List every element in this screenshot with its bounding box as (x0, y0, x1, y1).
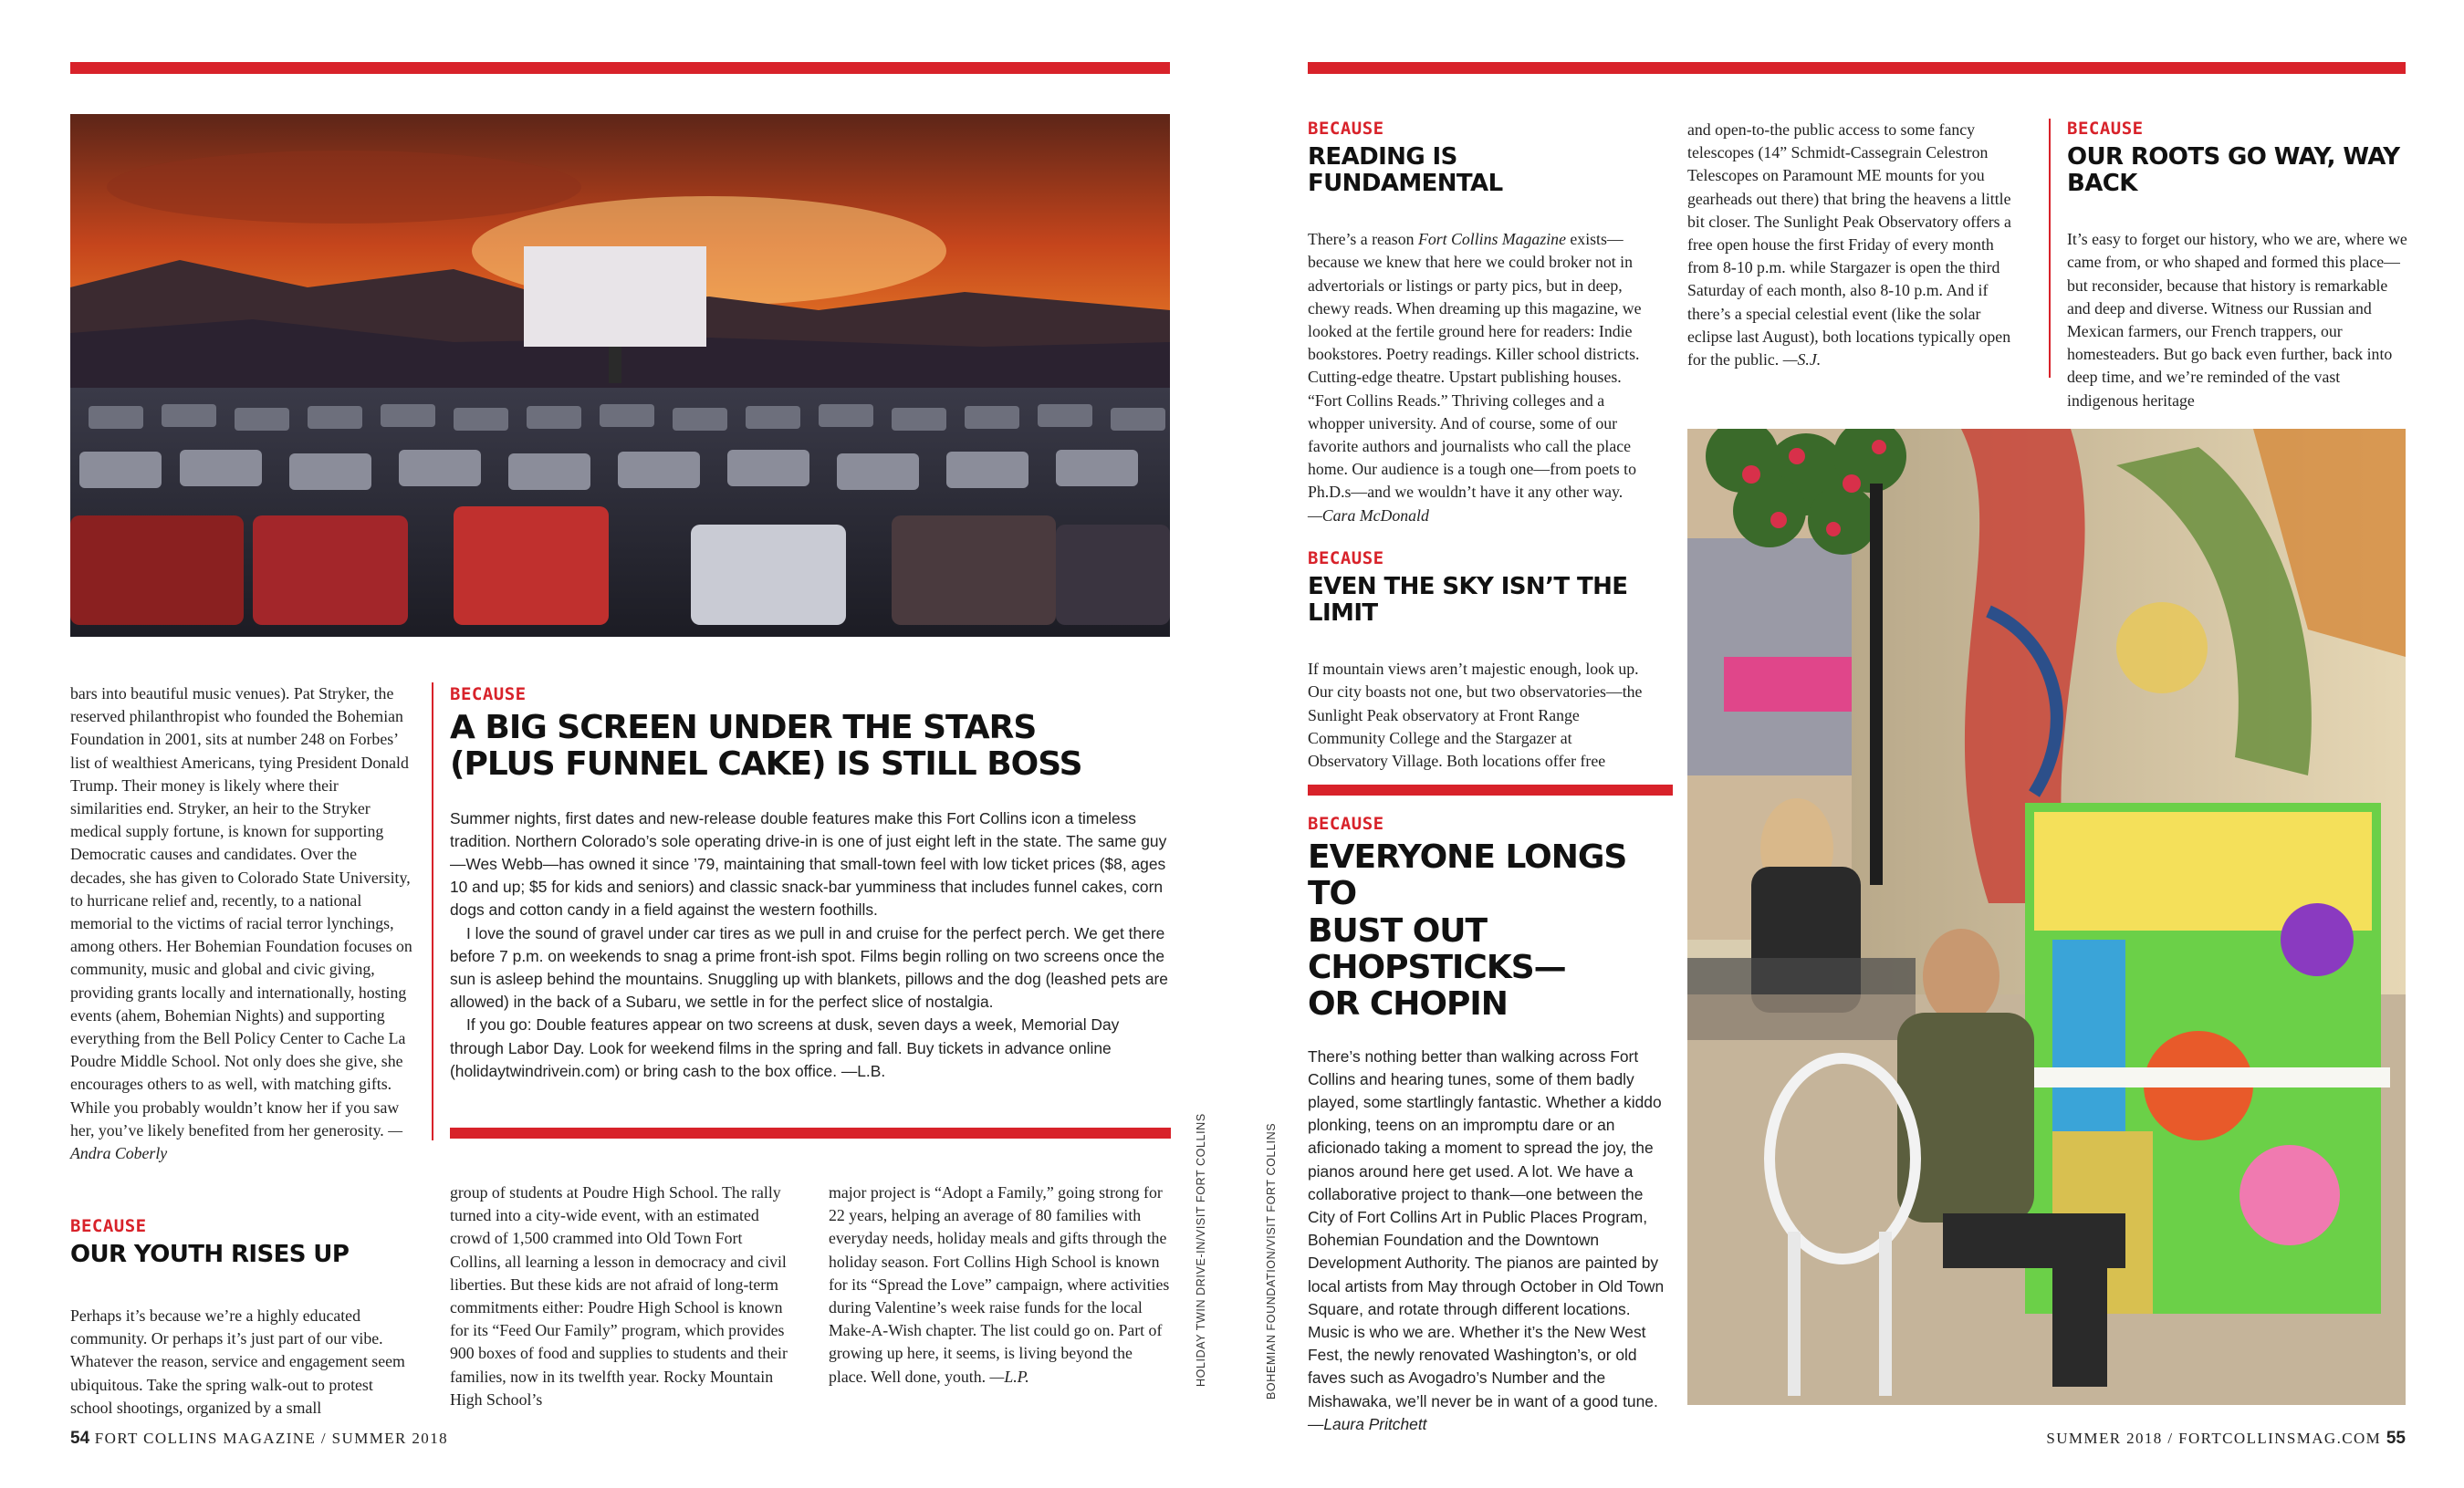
top-rule-left (70, 62, 1170, 74)
folio-left-text: FORT COLLINS MAGAZINE / SUMMER 2018 (94, 1430, 449, 1447)
drivein-body (450, 807, 1171, 1083)
stryker-continued-text (70, 682, 412, 1165)
reading-kicker: BECAUSE (1308, 119, 1384, 139)
sky-signoff: —S.J. (1782, 350, 1822, 369)
chopin-kicker: BECAUSE (1308, 814, 1384, 834)
chopin-body (1308, 1046, 1673, 1436)
reading-text-italic: Fort Collins Magazine (1417, 230, 1566, 249)
roots-kicker: BECAUSE (2067, 119, 2144, 139)
column-rule-left (432, 682, 433, 1140)
roots-article (2067, 119, 2414, 412)
roots-body: It’s easy to forget our history, who we are, where we came from, or who shaped and formed this place—but reconsider, because that history is remarkable and deep and diverse. Witness our Russian and Mexican farmers, our French trappers, our homesteaders. But go back even further, back into deep time, and we’re reminded of the vast indigenous heritage (2067, 230, 2407, 410)
reading-text-pre: There’s a reason (1308, 230, 1418, 249)
chopin-headline-line1: EVERYONE LONGS TO (1308, 838, 1627, 913)
youth-col-3 (829, 1181, 1171, 1389)
reading-body (1308, 228, 1645, 527)
chopin-text: There’s nothing better than walking across Fort Collins and hearing tunes, some of them badly played, some startlingly fantastic. Whether a kiddo plonking, teens on an impromptu dare or an aficionado taking a moment to spread the joy, the pianos around here get used. A lot. We have a collaborative project to thank—one between the City of Fort Collins Art in Public Places Program, Bohemian Foundation and the Downtown Development Authority. The pianos are painted by local artists from May through October in Old Town Square, and rotate through different locations. Music is who we are. Whether it’s the New West Fest, the newly renovated Washington’s, or old faves such as Avogadro’s Number and the Mishawaka, we’ll never be in want of a good tune. (1308, 1046, 1665, 1410)
chopin-article (1308, 814, 1673, 1436)
drivein-headline (450, 710, 1171, 784)
chopin-headline-line3: OR CHOPIN (1308, 985, 1508, 1024)
drivein-kicker: BECAUSE (450, 684, 527, 704)
youth-col-3-text: major project is “Adopt a Family,” going strong for 22 years, helping an average of 80 families with everyday needs, holiday meals and gifts through the holiday season. Fort Collins High School is known for its “Spread the Love” campaign, where activities during Valentine’s week raise funds for the local Make-A-Wish chapter. The list could go on. Part of growing up here, it seems, is living beyond the place. Well done, youth. (829, 1183, 1170, 1386)
drivein-para-2: I love the sound of gravel under car tires as we pull in and cruise for the perfect perch. We get there before 7 p.m. on weekends to snag a prime front-ish spot. Films begin rolling on two screens once the sun is asleep behind the mountains. Snuggling up with blankets, pillows and the dog (leashed pets are allowed) in the back of a Subaru, we settle in for the perfect slice of nostalgia. (450, 923, 1168, 1012)
youth-heading (70, 1216, 412, 1268)
chopin-headline-line2: BUST OUT CHOPSTICKS— (1308, 911, 1566, 986)
drivein-headline-line2: (PLUS FUNNEL CAKE) IS STILL BOSS (450, 745, 1082, 784)
column-rule-right (2049, 119, 2051, 378)
sky-continued-text: and open-to-the public access to some fancy telescopes (14” Schmidt-Cassegrain Celestron Telescopes on Paramount ME mounts for you gearheads out there) that bring the heavens a little bit closer. The Sunlight Peak Observatory offers a free open house the first Friday of every month from 8-10 p.m. while Stargazer is open the third Saturday of each month, also 8-10 p.m. And if there’s a special celestial event (like the solar eclipse last August), both locations typically open for the public. (1687, 120, 2011, 369)
youth-headline: OUR YOUTH RISES UP (70, 1241, 350, 1268)
sky-article (1308, 548, 1645, 773)
reading-headline: READING IS FUNDAMENTAL (1308, 143, 1503, 198)
drivein-headline-line1: A BIG SCREEN UNDER THE STARS (450, 709, 1037, 746)
youth-col-1: Perhaps it’s because we’re a highly educated community. Or perhaps it’s just part of our vibe. Whatever the reason, service and engagement seem ubiquitous. Take the spring walk-out to protest school shootings, organized by a small (70, 1306, 405, 1417)
stryker-signoff: —Andra Coberly (70, 1120, 403, 1163)
chopin-top-rule (1308, 785, 1673, 796)
reading-signoff: —Cara McDonald (1308, 505, 1429, 525)
drivein-article (450, 684, 1171, 1083)
drivein-photo-credit: HOLIDAY TWIN DRIVE-IN/VISIT FORT COLLINS (1195, 1113, 1207, 1387)
chopin-signoff: —Laura Pritchett (1308, 1414, 1427, 1433)
roots-headline: OUR ROOTS GO WAY, WAY BACK (2067, 143, 2400, 198)
folio-right-text: SUMMER 2018 / FORTCOLLINSMAG.COM (2046, 1430, 2382, 1447)
sky-headline: EVEN THE SKY ISN’T THE LIMIT (1308, 573, 1628, 628)
drivein-para-1: Summer nights, first dates and new-release double features make this Fort Collins icon a timeless tradition. Northern Colorado’s sole operating drive-in is one of just eight left in the state. The same guy—Wes Webb—has owned it since ’79, maintaining that small-town feel with low ticket prices ($8, ages 10 and up; $5 for kids and seniors) and classic snack-bar yumminess that includes funnel cakes, corn dogs and cotton candy in a field against the western foothills. (450, 808, 1167, 920)
page-number-left: 54 (70, 1429, 90, 1448)
drive-in-photo (70, 114, 1170, 637)
sky-body: If mountain views aren’t majestic enough, look up. Our city boasts not one, but two observatories—the Sunlight Peak observatory at Front Range Community College and the Stargazer at Observatory Village. Both locations offer free (1308, 660, 1643, 771)
piano-photo-credit: BOHEMIAN FOUNDATION/VISIT FORT COLLINS (1265, 1122, 1278, 1400)
reading-text-post: exists—because we knew that here we could broker not in advertorials or listings or party pics, but in deep, chewy reads. When dreaming up this magazine, we looked at the fertile ground here for readers: Indie bookstores. Poetry readings. Killer school districts. Cutting-edge theatre. Upstart publishing houses. “Fort Collins Reads.” Thriving colleges and a whopper university. And of course, some of our favorite authors and journalists who call the place home. Our audience is a tough one—from poets to Ph.D.s—and we wouldn’t have it any other way. (1308, 230, 1642, 502)
sky-continued (1687, 119, 2025, 371)
piano-photo (1687, 429, 2406, 1405)
folio-left (70, 1429, 448, 1449)
youth-signoff: —L.P. (989, 1367, 1029, 1386)
youth-col-2: group of students at Poudre High School. The rally turned into a city-wide event, with an estimated crowd of 1,500 crammed into Old Town Fort Collins, all learning a lesson in democracy and civil liberties. But these kids are not afraid of long-term commitments either: Poudre High School is known for its “Feed Our Family” program, which provides 900 boxes of food and supplies to students and their families, now in its twelfth year. Rocky Mountain High School’s (450, 1183, 788, 1409)
page-number-right: 55 (2386, 1429, 2406, 1448)
top-rule-right (1308, 62, 2406, 74)
folio-right (2046, 1429, 2406, 1449)
youth-kicker: BECAUSE (70, 1216, 147, 1236)
drivein-para-3: If you go: Double features appear on two screens at dusk, seven days a week, Memorial Day through Labor Day. Look for weekend films in the spring and fall. Buy tickets in advance online (holidaytwindrivein.com) or bring cash to the box office. —L.B. (450, 1015, 1120, 1080)
drivein-bottom-rule (450, 1128, 1171, 1139)
reading-article (1308, 119, 1645, 527)
sky-kicker: BECAUSE (1308, 548, 1384, 568)
stryker-body: bars into beautiful music venues). Pat Stryker, the reserved philanthropist who founded the Bohemian Foundation in 2001, sits at number 248 on Forbes’ list of wealthiest Americans, tying President Donald Trump. Their money is likely where their similarities end. Stryker, an heir to the Stryker medical supply fortune, is known for supporting Democratic causes and candidates. Over the decades, she has given to Colorado State University, to hurricane relief and, recently, to a national memorial to the victims of racial terror lynchings, among others. Her Bohemian Foundation focuses on community, music and global and civic giving, providing grants locally and internationally, hosting events (ahem, Bohemian Nights) and supporting everything from the Bell Policy Center to Cache La Poudre Middle School. Not only does she give, she encourages others to as well, with matching gifts. While you probably wouldn’t know her if you saw her, you’ve likely benefited from her generosity. (70, 684, 412, 1139)
chopin-headline (1308, 839, 1673, 1024)
